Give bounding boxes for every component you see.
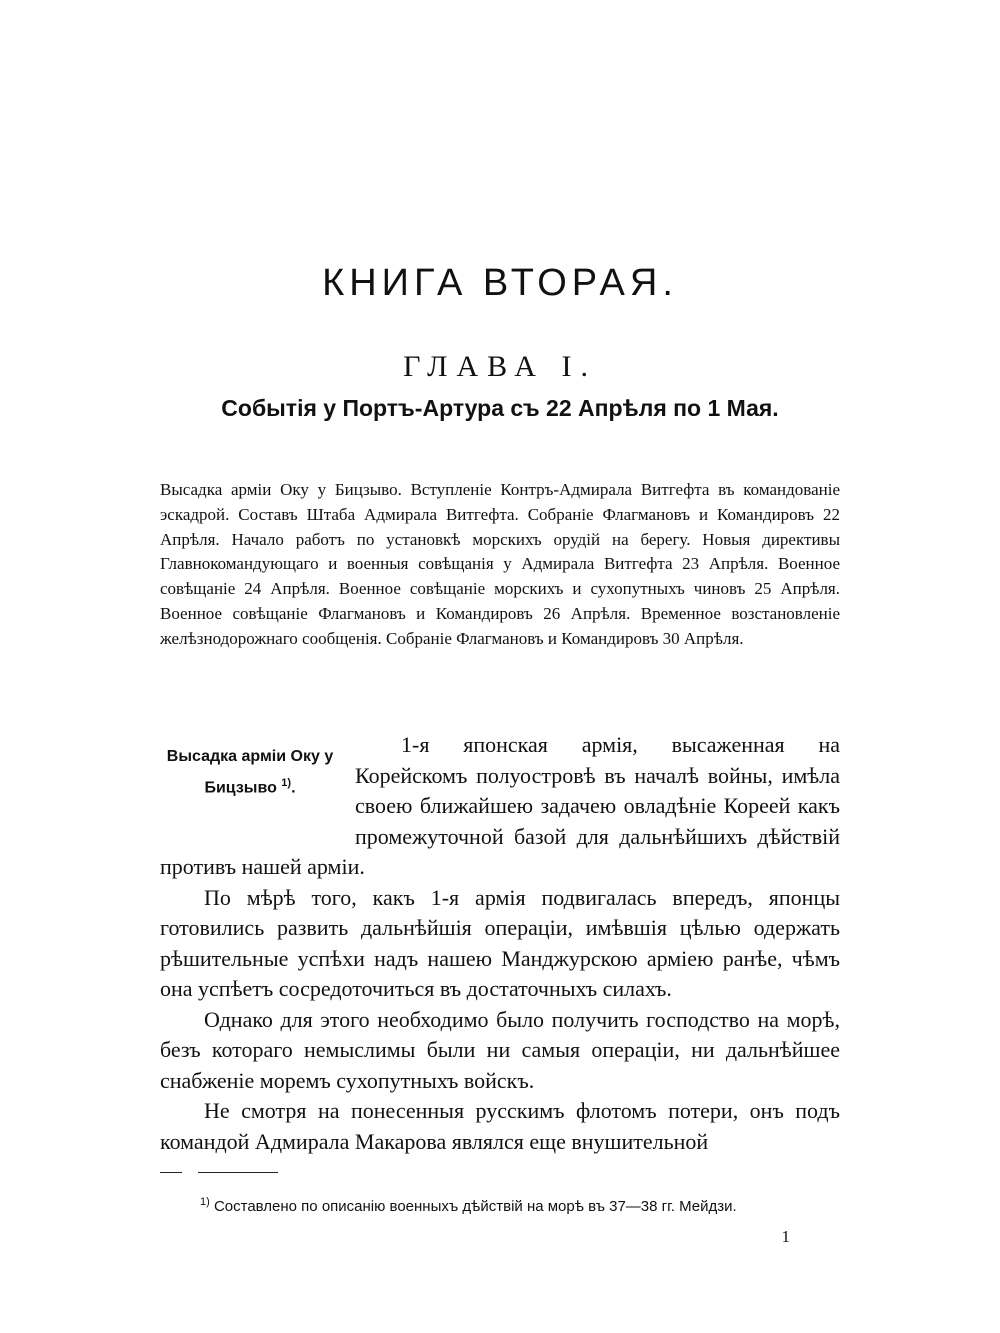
footnote-marker: 1) [200,1196,210,1208]
footnote-separator-short-dash [160,1172,182,1173]
footnote [200,1196,840,1215]
margin-heading-period: . [291,779,296,797]
footnote-text: Составлено по описанію военныхъ дѣйствій на морѣ въ 37—38 гг. Мейдзи. [213,1198,737,1215]
book-title: КНИГА ВТОРАЯ. [322,262,678,304]
margin-heading-spacer [160,730,355,822]
margin-heading-footnote-ref: 1) [281,777,292,789]
margin-heading-text: Высадка арміи Оку у Бицзыво [166,748,334,797]
body-text [160,730,840,1157]
paragraph-2: По мѣрѣ того, какъ 1-я армія подвигалась впередъ, японцы готовились развить дальнѣйшія операціи, имѣвшія цѣлью одержать рѣшительные успѣхи надъ нашею Манджурскою арміею ранѣе, чѣмъ она успѣетъ сосредоточиться въ достаточныхъ силахъ. [160,884,840,1001]
page-number: 1 [781,1227,790,1246]
chapter-label: ГЛАВА I. [403,350,597,383]
chapter-title: Событія у Портъ-Артура съ 22 Апрѣля по 1 Мая. [221,395,779,421]
footnote-separator-long-dash [198,1172,278,1173]
chapter-summary: Высадка арміи Оку у Бицзыво. Вступленіе Контръ-Адмирала Витгефта въ командованіе эскадрой. Составъ Штаба Адмирала Витгефта. Собраніе Флагмановъ и Командировъ 22 Апрѣля. Начало работъ по установкѣ морскихъ орудій на берегу. Новыя директивы Главнокомандующаго и военныя совѣщанія у Адмирала Витгефта 23 Апрѣля. Военное совѣщаніе 24 Апрѣля. Военное совѣщаніе морскихъ и сухопутныхъ чиновъ 25 Апрѣля. Военное совѣщаніе Флагмановъ и Командировъ 26 Апрѣля. Временное возстановленіе желѣзнодорожнаго сообщенія. Собраніе Флагмановъ и Командировъ 30 Апрѣля. [160,480,840,648]
paragraph-3: Однако для этого необходимо было получить господство на морѣ, безъ котораго немыслимы были ни самыя операціи, ни дальнѣйшее снабженіе моремъ сухопутныхъ войскъ. [160,1006,840,1093]
paragraph-1-text: 1-я японская армія, высаженная на Корейскомъ полуостровѣ въ началѣ войны, имѣла своею ближайшею задачею овладѣніе Кореей какъ промежуточной базой для дальнѣйшихъ дѣйствій противъ нашей арміи. [160,732,840,879]
paragraph-4: Не смотря на понесенныя русскимъ флотомъ потери, онъ подъ командой Адмирала Макарова являлся еще внушительной [160,1098,840,1154]
